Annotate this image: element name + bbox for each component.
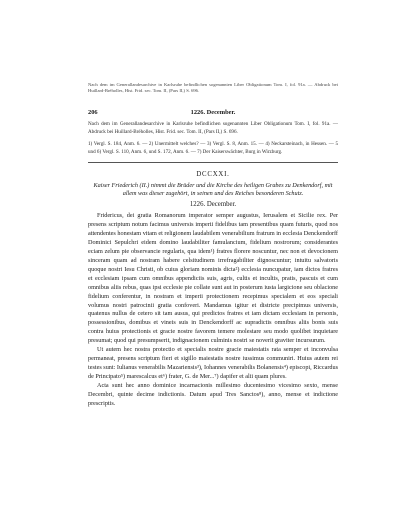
page-number: 206	[88, 109, 98, 116]
body-paragraph: Fridericus, dei gratia Romanorum imperator semper augustus, Ierusalem et Sicilie rex. Per presens scriptum notum facimus universis imperii fidelibus tam presentibus quam futuris, quod nos attendentes honestam vitam et religionem laudabilem venerabilium fratrum in ecclesia Denckendorff Dominici Sepulchri eidem domino laudabiliter famulancium, fidelium nostrorum; considerantes eciam zelum pie observancie regularis, qua idem¹) fratres florere noscuntur, nec non et devocionem sinceram quam ad nostram habere celsitudinem irrefragabiliter dignoscuntur; intuitu salvatoris quoque nostri Iesu Christi, ob cuius gloriam nominis dicta²) ecclesia nuncupatur, iam dictos fratres et ecclesiam ipsam cum omnibus appendiciis suis, agris, cultis et incultis, pratis, pascuis et cum omnibus aliis rebus, quas ipsi ecclesie pie collate sunt aut in posterum iusta largicione seu oblacione fidelium conferentur, in nostram et imperii protectionem recepimus specialem et eos speciali volumus nostri patrocinii gratia confoveri. Mandamus igitur et districte precipimus universis, quatenus nullus de cetero sit tam ausus, qui predictos fratres et iam dictam ecclesiam in personis, possessionibus, domibus et vineis suis in Denckendorff ac supradictis omnibus aliis bonis suis contra huius protectionis et gracie nostre favorem temere molestare seu modo quolibet inquietare presumat; quod qui presumpserit, indignacionem culminis nostri se noverit graviter incursurum.	[88, 212, 338, 345]
footnotes-previous-document: 1) Vergl. S. 184, Anm. 6. — 2) Unermittelt welches? — 3) Vergl. S. 8, Anm. 15. — 4) Neckarsteinach, in Hessen. — 5 und 6) Vergl. S. 110, Anm. 6, und S. 172, Anm. 6. — 7) Der Kaiserswächter, Burg in Wirzburg.	[88, 141, 338, 155]
running-head-title: 1226. December.	[190, 109, 236, 116]
document-body	[88, 212, 338, 409]
document-number: DCCXXI.	[196, 171, 230, 178]
header-source-note: Nach dem im Generallandesarchive in Karlsruhe befindlichen sogenannten Liber Obligationum Tom. I, fol. 91a. — Abdruck bei Huillard-Bréholles, Hist. Frid. sec. Tom. II, (Pars II,) S. 696.	[88, 82, 338, 93]
separator-rule	[88, 162, 338, 163]
running-head	[88, 108, 338, 118]
body-paragraph: Acta sunt hec anno dominice incarnacionis millesimo ducentesimo vicesimo sexto, mense Decembri, quinte decime indictionis. Datum apud Tres Sanctos⁸), anno, mense et indictione prescriptis.	[88, 382, 338, 408]
document-date: 1226. December.	[189, 201, 237, 208]
source-note: Nach dem im Generallandesarchive in Karlsruhe befindlichen sogenannten Liber Obligationum Tom. I, fol. 91a. — Abdruck bei Huillard-Bréholles, Hist. Frid. sec. Tom. II, (Pars II,) S. 696.	[88, 121, 338, 135]
document-heading: Kaiser Friederich (II.) nimmt die Brüder und die Kirche des heiligen Grabes zu Denkendorf, mit allem was dieser zugehört, in seinen und des Reiches besonderen Schutz.	[93, 182, 333, 198]
body-paragraph: Ut autem hec nostra protectio et specialis nostre gracie maiestatis rata semper et inconvulsa permaneat, presens scriptum fieri et sigillo maiestatis nostre iussimus communiri. Huius autem rei testes sunt: Iulianus venerabilis Mazariensis³), Iohannes venerabilis Bolanensis⁴) episcopi, Riccardus de Principato⁵) marescalcus et⁶) frater, G. de Mer...⁷) dapifer et alii quam plures.	[88, 346, 338, 381]
